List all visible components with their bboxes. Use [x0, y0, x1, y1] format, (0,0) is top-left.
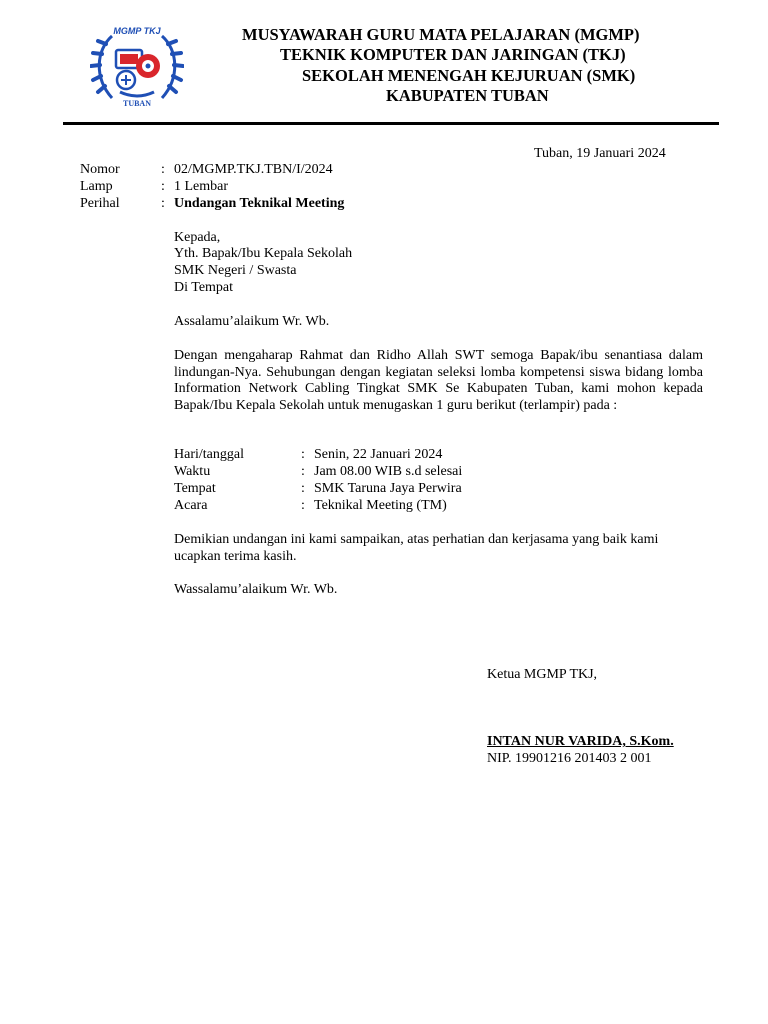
- meta-label-perihal: Perihal: [80, 196, 120, 211]
- letterhead-divider: [63, 122, 719, 125]
- meta-value-nomor: 02/MGMP.TKJ.TBN/I/2024: [174, 162, 333, 177]
- detail-value-waktu: Jam 08.00 WIB s.d selesai: [314, 464, 463, 479]
- detail-label-waktu: Waktu: [174, 464, 211, 479]
- meta-colon: :: [161, 179, 165, 194]
- detail-value-tempat: SMK Taruna Jaya Perwira: [314, 481, 462, 496]
- meta-value-perihal: Undangan Teknikal Meeting: [174, 196, 345, 211]
- detail-label-hari: Hari/tanggal: [174, 447, 244, 462]
- body-paragraph: Dengan mengaharap Rahmat dan Ridho Allah SWT semoga Bapak/ibu senantiasa dalam lindungan-Nya. Sehubungan dengan kegiatan seleksi lomba kompetensi siswa bidang lomba Information Network Cabling Tingkat SMK Se Kabupaten Tuban, kami mohon kepada Bapak/Ibu Kepala Sekolah untuk menugaskan 1 guru berikut (terlampir) pada :: [174, 348, 703, 413]
- detail-value-acara: Teknikal Meeting (TM): [314, 498, 447, 513]
- meta-value-lamp: 1 Lembar: [174, 179, 229, 194]
- letter-date: Tuban, 19 Januari 2024: [534, 146, 666, 161]
- logo-text-bottom: TUBAN: [122, 99, 152, 108]
- detail-label-acara: Acara: [174, 498, 208, 513]
- detail-colon: :: [301, 447, 305, 462]
- meta-colon: :: [161, 162, 165, 177]
- letterhead-line-3: SEKOLAH MENENGAH KEJURUAN (SMK): [302, 66, 636, 85]
- letterhead-line-2: TEKNIK KOMPUTER DAN JARINGAN (TKJ): [280, 45, 626, 64]
- recipient-line-4: Di Tempat: [174, 280, 234, 295]
- detail-colon: :: [301, 498, 305, 513]
- signature-title: Ketua MGMP TKJ,: [487, 667, 598, 682]
- greeting: Assalamu’alaikum Wr. Wb.: [174, 314, 330, 329]
- meta-colon: :: [161, 196, 165, 211]
- detail-label-tempat: Tempat: [174, 481, 216, 496]
- recipient-line-3: SMK Negeri / Swasta: [174, 263, 297, 278]
- mgmp-tkj-logo: [90, 20, 184, 108]
- recipient-line-2: Yth. Bapak/Ibu Kepala Sekolah: [174, 246, 353, 261]
- closing-paragraph: Demikian undangan ini kami sampaikan, atas perhatian dan kerjasama yang baik kami ucapkan terima kasih.: [174, 532, 659, 564]
- recipient-line-1: Kepada,: [174, 230, 221, 245]
- detail-colon: :: [301, 481, 305, 496]
- meta-label-lamp: Lamp: [80, 179, 113, 194]
- signature-nip: NIP. 19901216 201403 2 001: [487, 751, 652, 766]
- detail-colon: :: [301, 464, 305, 479]
- logo-text-top: MGMP TKJ: [113, 26, 161, 36]
- letterhead-line-4: KABUPATEN TUBAN: [386, 86, 549, 105]
- detail-value-hari: Senin, 22 Januari 2024: [314, 447, 443, 462]
- letterhead-line-1: MUSYAWARAH GURU MATA PELAJARAN (MGMP): [242, 25, 640, 44]
- closing-greeting: Wassalamu’alaikum Wr. Wb.: [174, 582, 338, 597]
- signature-name: INTAN NUR VARIDA, S.Kom.: [487, 734, 674, 749]
- meta-label-nomor: Nomor: [80, 162, 120, 177]
